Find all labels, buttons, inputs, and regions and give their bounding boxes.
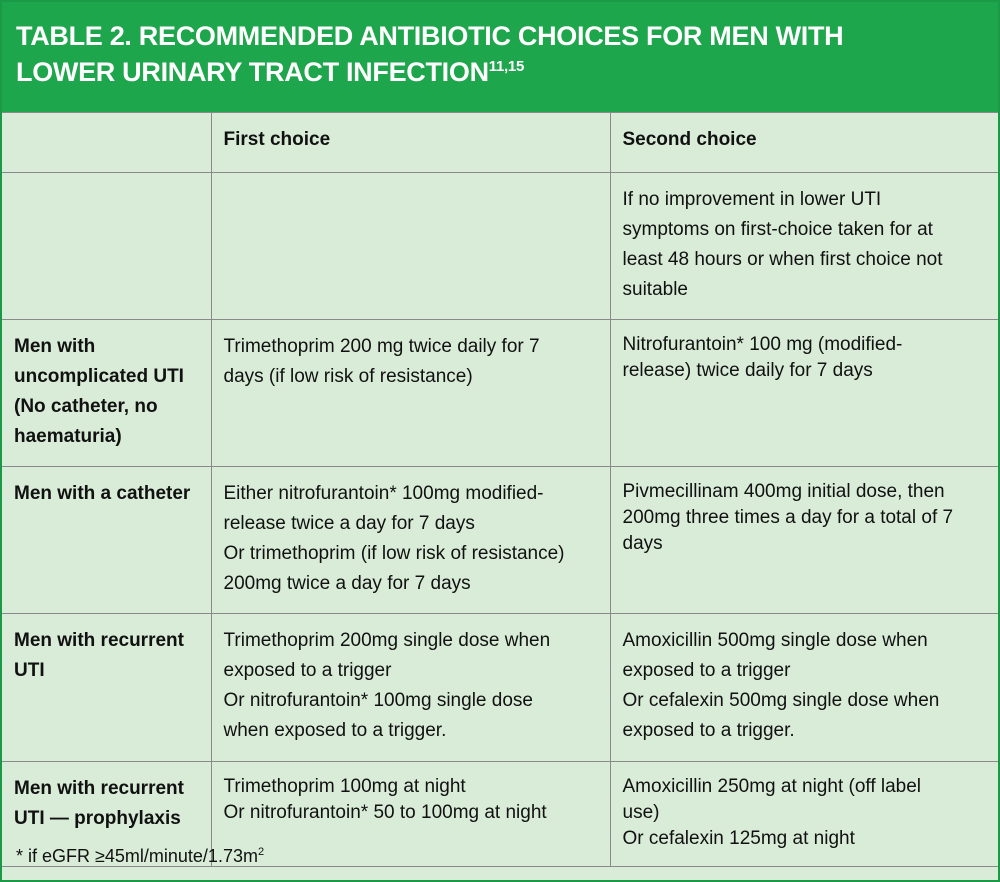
cell-line: days (if low risk of resistance) — [223, 366, 473, 387]
table-header-banner — [2, 2, 998, 112]
cell-line: exposed to a trigger — [622, 660, 791, 681]
cell-empty — [211, 173, 610, 320]
cell-line: Nitrofurantoin* 100 mg (modified- — [622, 334, 903, 355]
title-line-1: TABLE 2. RECOMMENDED ANTIBIOTIC CHOICES FOR MEN WITH — [16, 21, 844, 51]
cell-line: exposed to a trigger — [223, 660, 392, 681]
column-header-second-choice: Second choice — [610, 113, 998, 173]
footnote-text: * if eGFR ≥45ml/minute/1.73m — [16, 846, 258, 866]
cell-line: Trimethoprim 100mg at night — [223, 776, 466, 797]
cell-second-choice-note — [610, 173, 998, 320]
cell-line: Men with — [14, 336, 96, 357]
cell-second-choice — [610, 467, 998, 614]
cell-line: Men with a catheter — [14, 483, 191, 504]
cell-line: Or trimethoprim (if low risk of resistance) — [223, 543, 565, 564]
column-header-group — [2, 113, 211, 173]
cell-line: UTI — prophylaxis — [14, 808, 181, 829]
cell-line: use) — [622, 802, 660, 823]
cell-line: Or cefalexin 500mg single dose when — [622, 690, 940, 711]
cell-line: Or nitrofurantoin* 50 to 100mg at night — [223, 802, 547, 823]
cell-line: days — [622, 533, 663, 554]
table-title — [16, 18, 998, 90]
cell-line: 200mg twice a day for 7 days — [223, 573, 471, 594]
cell-line: UTI — [14, 660, 45, 681]
column-header-first-choice: First choice — [211, 113, 610, 173]
cell-line: suitable — [622, 279, 688, 300]
cell-line: Amoxicillin 500mg single dose when — [622, 630, 928, 651]
cell-second-choice — [610, 320, 998, 467]
cell-empty — [2, 173, 211, 320]
cell-line: Pivmecillinam 400mg initial dose, then — [622, 481, 945, 502]
cell-line: haematuria) — [14, 426, 122, 447]
row-group-label — [2, 320, 211, 467]
table-row-intro — [2, 173, 998, 320]
table-footnote — [2, 836, 998, 880]
cell-line: Or cefalexin 125mg at night — [622, 828, 855, 849]
cell-line: least 48 hours or when first choice not — [622, 249, 943, 270]
cell-first-choice — [211, 614, 610, 762]
row-group-label — [2, 614, 211, 762]
title-references: 11,15 — [488, 58, 524, 75]
cell-line: symptoms on first-choice taken for at — [622, 219, 933, 240]
cell-line: (No catheter, no — [14, 396, 158, 417]
cell-first-choice — [211, 320, 610, 467]
cell-line: Either nitrofurantoin* 100mg modified- — [223, 483, 544, 504]
cell-line: exposed to a trigger. — [622, 720, 795, 741]
row-group-label — [2, 467, 211, 614]
table-header-row — [2, 113, 998, 173]
cell-line: If no improvement in lower UTI — [622, 189, 882, 210]
title-line-2: LOWER URINARY TRACT INFECTION — [16, 57, 489, 87]
antibiotic-table — [2, 112, 998, 867]
table-row — [2, 467, 998, 614]
cell-line: Men with recurrent — [14, 778, 184, 799]
cell-line: Men with recurrent — [14, 630, 184, 651]
cell-line: Trimethoprim 200mg single dose when — [223, 630, 551, 651]
cell-line: 200mg three times a day for a total of 7 — [622, 507, 954, 528]
cell-first-choice — [211, 467, 610, 614]
table-row — [2, 320, 998, 467]
cell-line: Amoxicillin 250mg at night (off label — [622, 776, 922, 797]
cell-line: release) twice daily for 7 days — [622, 360, 873, 381]
cell-line: when exposed to a trigger. — [223, 720, 447, 741]
cell-line: Trimethoprim 200 mg twice daily for 7 — [223, 336, 540, 357]
cell-second-choice — [610, 614, 998, 762]
footnote-superscript: 2 — [257, 846, 265, 858]
table-row — [2, 614, 998, 762]
cell-line: release twice a day for 7 days — [223, 513, 475, 534]
cell-line: Or nitrofurantoin* 100mg single dose — [223, 690, 533, 711]
cell-line: uncomplicated UTI — [14, 366, 184, 387]
